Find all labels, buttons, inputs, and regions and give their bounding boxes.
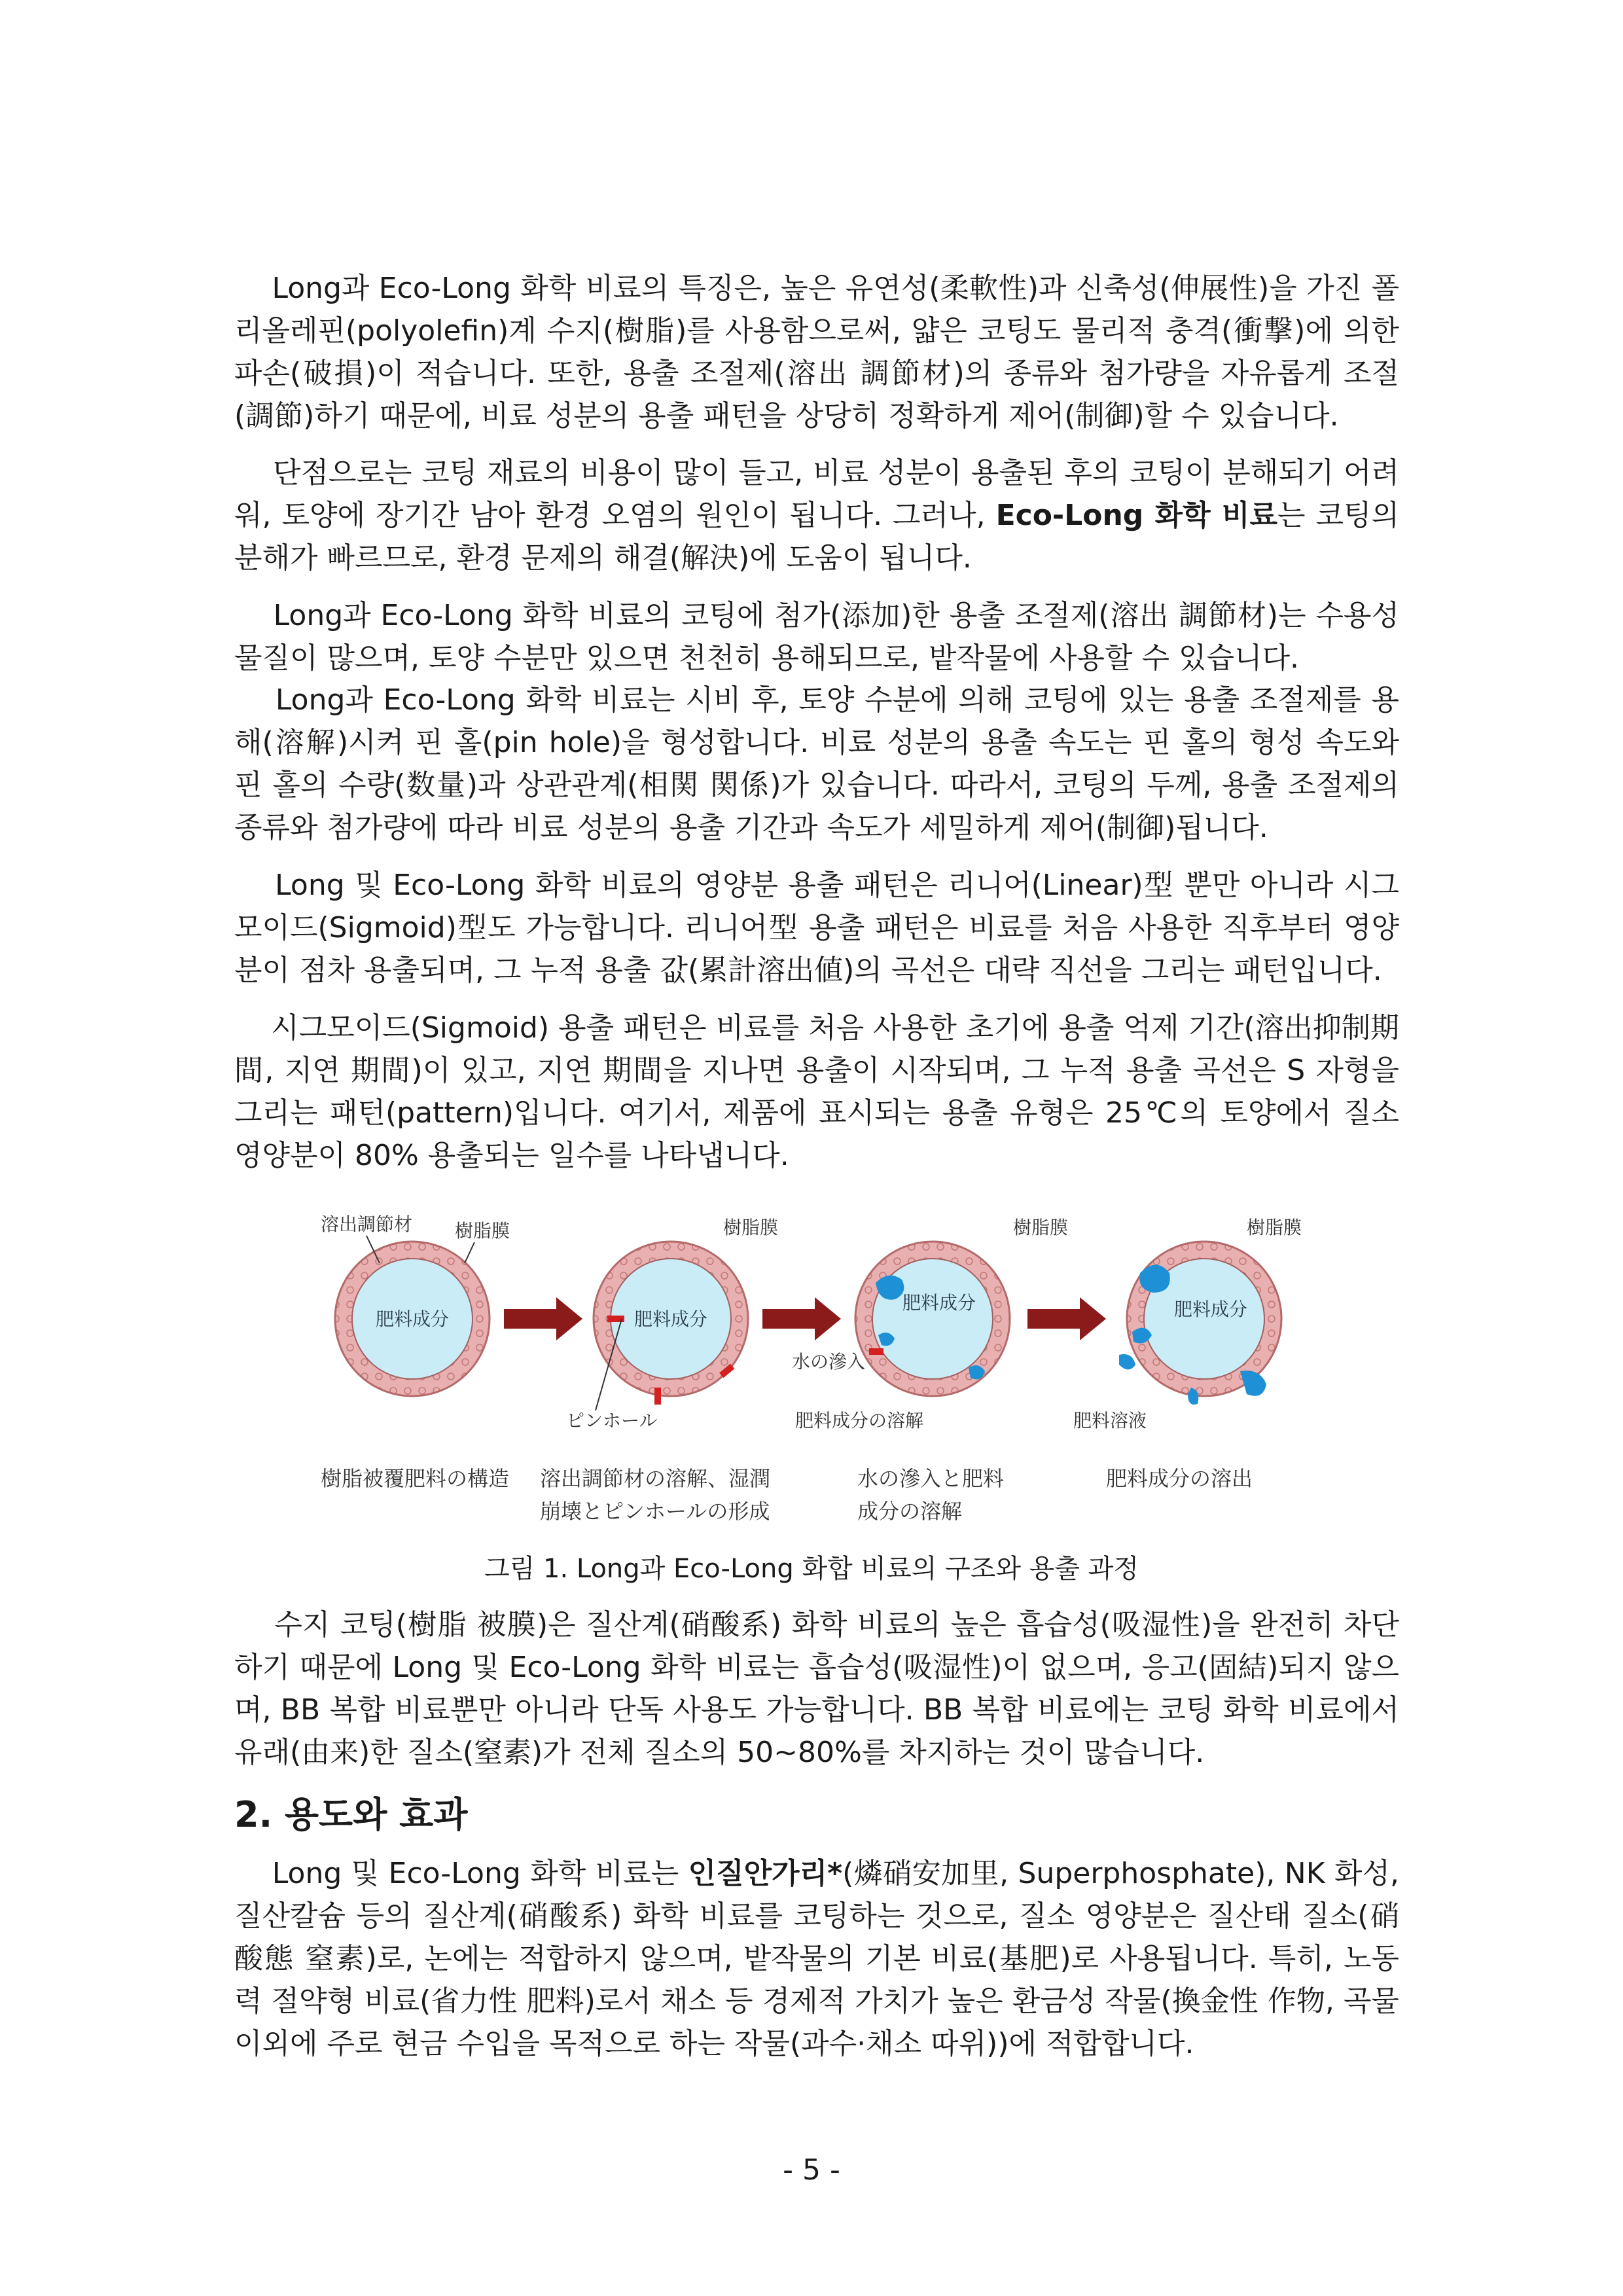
paragraph-1: [234, 267, 1399, 437]
stage-2-caption-a: 溶出調節材の溶解、湿潤: [540, 1466, 771, 1491]
text-run: 단점으로는 코팅 재료의 비용이 많이 들고, 비료 성분이 용출된 후의 코팅이 분해되기 어려워, 토양에 장기간 남아 환경 오염의 원인이 됩니다. 그러나,: [234, 456, 1399, 532]
label-pinhole: ピンホール: [566, 1410, 658, 1431]
paragraph-7: [234, 1604, 1399, 1774]
stage-4-caption: 肥料成分の溶出: [1106, 1466, 1253, 1491]
process-arrow-1: [504, 1297, 582, 1340]
stage-3-caption-a: 水の滲入と肥料: [857, 1466, 1005, 1491]
text-run: (燐硝安加里, Superphosphate), NK 화성, 질산칼슘 등의 질산계(硝酸系) 화학 비료를 코팅하는 것으로, 질소 영양분은 질산태 질소(硝酸態 窒素)로, 논에는 적합하지 않으며, 밭작물의 기본 비료(基肥)로 사용됩니다. 특히, 노동력 절약형 비료(省力性 肥料)로서 채소 등 경제적 가치가 높은 환금성 작물(換金性 作物, 곡물 이외에 주로 현금 수입을 목적으로 하는 작물(과수·채소 따위))에 적합합니다.: [234, 1857, 1399, 2060]
core-label-3: 肥料成分: [902, 1292, 976, 1314]
text-run: 는 코팅의 분해가 빠르므로, 환경 문제의 해결(解決)에 도움이 됩니다.: [234, 499, 1399, 575]
label-fertilizer-solution: 肥料溶液: [1073, 1410, 1147, 1431]
stage-1-caption: 樹脂被覆肥料の構造: [321, 1466, 510, 1491]
figure-caption: 그림 1. Long과 Eco-Long 화합 비료의 구조와 용출 과정: [484, 1554, 1139, 1584]
text-run: Long 및 Eco-Long 화학 비료는: [272, 1857, 688, 1890]
bold-text: Eco-Long 화학 비료: [995, 499, 1277, 532]
page-number: - 5 -: [783, 2153, 840, 2187]
label-resin-film-3: 樹脂膜: [1013, 1217, 1069, 1238]
paragraph-5: [234, 864, 1399, 992]
core-label-4: 肥料成分: [1173, 1299, 1248, 1320]
stage-3-caption-b: 成分の溶解: [857, 1499, 963, 1524]
text-run: Long과 Eco-Long 화학 비료는 시비 후, 토양 수분에 의해 코팅에 있는 용출 조절제를 용해(溶解)시켜 핀 홀(pin hole)을 형성합니다. 비료 성분의 용출 속도는 핀 홀의 형성 속도와 핀 홀의 수량(数量)과 상관관계(相関 関係)가 있습니다. 따라서, 코팅의 두께, 용출 조절제의 종류와 첨가량에 따라 비료 성분의 용출 기간과 속도가 세밀하게 제어(制御)됩니다.: [234, 683, 1399, 844]
label-water-infiltration: 水の滲入: [792, 1351, 866, 1372]
process-arrow-2: [762, 1297, 841, 1340]
capsule-stage-3: [855, 1242, 1010, 1396]
fertilizer-structure-figure: [314, 1211, 1309, 1551]
text-run: 시그모이드(Sigmoid) 용출 패턴은 비료를 처음 사용한 초기에 용출 억제 기간(溶出抑制期間, 지연 期間)이 있고, 지연 期間을 지나면 용출이 시작되며, 그 누적 용출 곡선은 S 자형을 그리는 패턴(pattern)입니다. 여기서, 제품에 표시되는 용출 유형은 25℃의 토양에서 질소 영양분이 80% 용출되는 일수를 나타냅니다.: [234, 1011, 1400, 1172]
core-label-1: 肥料成分: [375, 1308, 450, 1330]
text-run: Long과 Eco-Long 화학 비료의 코팅에 첨가(添加)한 용출 조절제(溶出 調節材)는 수용성 물질이 많으며, 토양 수분만 있으면 천천히 용해되므로, 밭작물에 사용할 수 있습니다.: [234, 599, 1399, 675]
core-label-2: 肥料成分: [633, 1308, 708, 1330]
text-run: Long 및 Eco-Long 화학 비료의 영양분 용출 패턴은 리니어(Linear)型 뿐만 아니라 시그모이드(Sigmoid)型도 가능합니다. 리니어型 용출 패턴은 비료를 처음 사용한 직후부터 영양분이 점차 용출되며, 그 누적 용출 값(累計溶出値)의 곡선은 대략 직선을 그리는 패턴입니다.: [234, 869, 1399, 987]
label-dissolution-regulator: 溶出調節材: [321, 1213, 413, 1235]
section-heading: 2. 용도와 효과: [234, 1794, 468, 1835]
process-arrow-3: [1027, 1297, 1106, 1340]
label-resin-film-1: 樹脂膜: [455, 1220, 510, 1242]
bold-text: 인질안가리*: [688, 1857, 843, 1890]
text-run: Long과 Eco-Long 화학 비료의 특징은, 높은 유연성(柔軟性)과 신축성(伸展性)을 가진 폴리올레핀(polyolefin)계 수지(樹脂)를 사용함으로써, 얇은 코팅도 물리적 충격(衝撃)에 의한 파손(破損)이 적습니다. 또한, 용출 조절제(溶出 調節材)의 종류와 첨가량을 자유롭게 조절(調節)하기 때문에, 비료 성분의 용출 패턴을 상당히 정확하게 제어(制御)할 수 있습니다.: [234, 272, 1399, 433]
paragraph-4: [234, 679, 1399, 849]
paragraph-8: [234, 1852, 1399, 2065]
pointer-line: [465, 1242, 474, 1263]
paragraph-3: [234, 594, 1399, 679]
text-run: 수지 코팅(樹脂 被膜)은 질산계(硝酸系) 화학 비료의 높은 흡습성(吸湿性)을 완전히 차단하기 때문에 Long 및 Eco-Long 화학 비료는 흡습성(吸湿性)이 없으며, 응고(固結)되지 않으며, BB 복합 비료뿐만 아니라 단독 사용도 가능합니다. BB 복합 비료에는 코팅 화학 비료에서 유래(由来)한 질소(窒素)가 전체 질소의 50~80%를 차지하는 것이 많습니다.: [234, 1608, 1399, 1769]
label-fertilizer-dissolution: 肥料成分の溶解: [795, 1410, 924, 1431]
paragraph-6: [234, 1007, 1399, 1177]
capsule-stage-1: [335, 1242, 490, 1396]
label-resin-film-4: 樹脂膜: [1247, 1217, 1302, 1238]
label-resin-film-2: 樹脂膜: [723, 1217, 779, 1238]
stage-2-caption-b: 崩壊とピンホールの形成: [540, 1499, 770, 1524]
capsule-stage-4: [1119, 1242, 1281, 1405]
paragraph-2: [234, 452, 1399, 579]
capsule-stage-2: [594, 1242, 748, 1405]
